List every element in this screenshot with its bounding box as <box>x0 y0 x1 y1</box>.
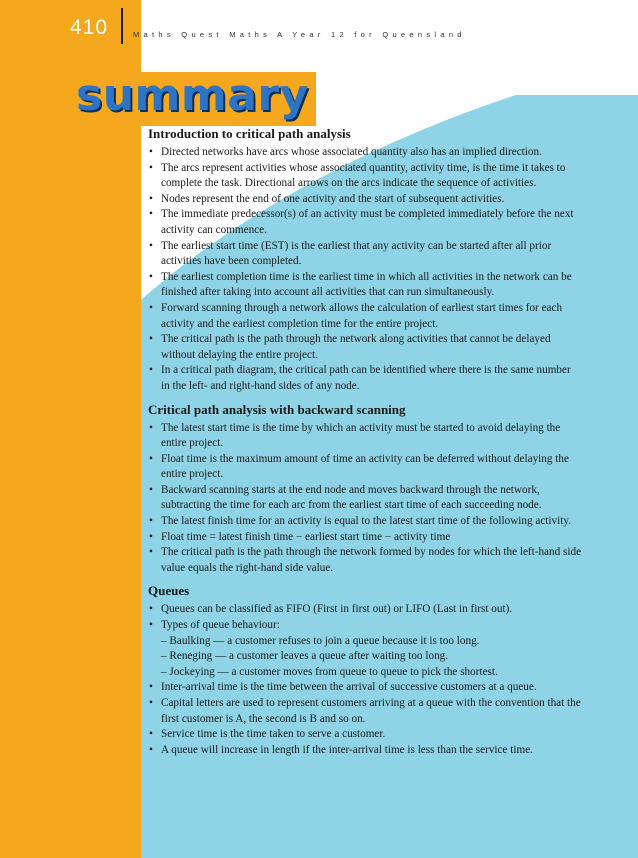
list-item: • Float time = latest finish time − earliest start time − activity time <box>148 530 582 546</box>
bullet-list <box>148 145 582 395</box>
list-item: • Nodes represent the end of one activity and the start of subsequent activities. <box>148 192 582 208</box>
page-number: 410 <box>70 16 109 39</box>
section-intro <box>148 126 582 395</box>
sub-list-item: – Jockeying — a customer moves from queue to queue to pick the shortest. <box>161 665 498 678</box>
list-item: • Capital letters are used to represent customers arriving at a queue with the convention that the first customer is A, the second is B and so on. <box>148 696 582 727</box>
list-item: • Service time is the time taken to serve a customer. <box>148 727 582 743</box>
sub-list-item: – Reneging — a customer leaves a queue after waiting too long. <box>161 650 449 663</box>
summary-banner-title: summary <box>76 70 309 121</box>
section-title: Critical path analysis with backward scanning <box>148 401 406 417</box>
page-header <box>0 0 638 50</box>
list-item: • The arcs represent activities whose associated quantity, activity time, is the time it takes to complete the task. Directional arrows on the arcs indicate the sequence of activities. <box>148 161 582 192</box>
list-item: • The critical path is the path through the network along activities that cannot be delayed without delaying the entire project. <box>148 332 582 363</box>
section-queues <box>148 583 582 758</box>
bullet-list <box>148 421 582 577</box>
orange-side-strip <box>0 0 141 858</box>
list-item: • Forward scanning through a network allows the calculation of earliest start times for each activity and the earliest completion time for the entire project. <box>148 301 582 332</box>
list-item: • Backward scanning starts at the end node and moves backward through the network, subtracting the time for each arc from the earliest start time of each succeeding node. <box>148 483 582 514</box>
list-item: • Float time is the maximum amount of time an activity can be deferred without delaying the entire project. <box>148 452 582 483</box>
list-item: • The earliest start time (EST) is the earliest that any activity can be started after all prior activities have been completed. <box>148 239 582 270</box>
list-item: • Types of queue behaviour: <box>148 618 582 634</box>
list-item: • The critical path is the path through the network formed by nodes for which the left-hand side value equals the right-hand side value. <box>148 545 582 576</box>
bullet-list <box>148 602 582 758</box>
list-item: • The earliest completion time is the earliest time in which all activities in the network can be finished after taking into account all activities that can run simultaneously. <box>148 270 582 301</box>
sub-list-item: – Baulking — a customer refuses to join a queue because it is too long. <box>161 634 480 647</box>
list-item: • Queues can be classified as FIFO (First in first out) or LIFO (Last in first out). <box>148 602 582 618</box>
list-item: • A queue will increase in length if the inter-arrival time is less than the service time. <box>148 743 582 759</box>
running-head: Maths Quest Maths A Year 12 for Queensland <box>133 30 466 39</box>
list-item: • The latest start time is the time by which an activity must be started to avoid delaying the entire project. <box>148 421 582 452</box>
list-item: • The immediate predecessor(s) of an activity must be completed immediately before the next activity can commence. <box>148 207 582 238</box>
list-item: • Inter-arrival time is the time between the arrival of successive customers at a queue. <box>148 680 582 696</box>
header-divider <box>121 8 123 44</box>
list-item: • In a critical path diagram, the critical path can be identified where there is the same number in the left- and right-hand sides of any node. <box>148 363 582 394</box>
section-title: Introduction to critical path analysis <box>148 126 351 141</box>
list-item: • The latest finish time for an activity is equal to the latest start time of the following activity. <box>148 514 582 530</box>
list-item: • Directed networks have arcs whose associated quantity also has an implied direction. <box>148 145 582 161</box>
section-title: Queues <box>148 583 190 599</box>
section-backward-scanning <box>148 402 582 577</box>
summary-content <box>148 126 582 765</box>
